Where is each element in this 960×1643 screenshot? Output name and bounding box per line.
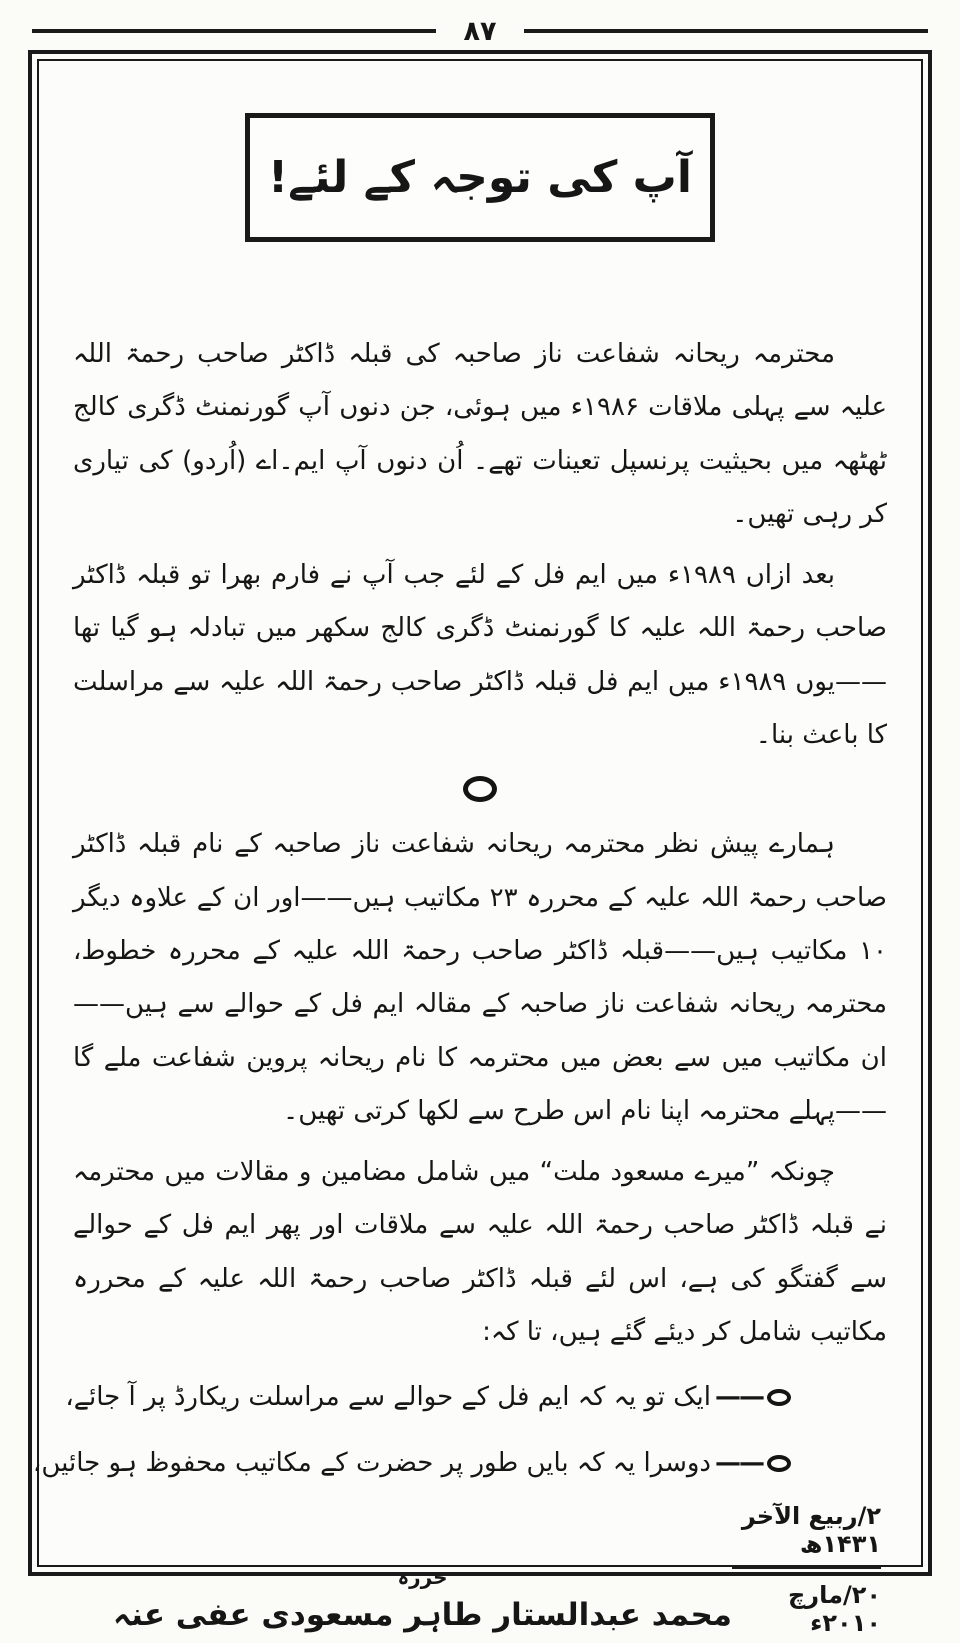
paragraph-3: ہمارے پیش نظر محترمہ ریحانہ شفاعت ناز صاحبہ کے نام قبلہ ڈاکٹر صاحب رحمۃ اللہ علیہ کے محررہ ۲۳ مکاتیب ہیں——اور ان کے علاوہ دیگر ۱۰ مکاتیب ہیں——قبلہ ڈاکٹر صاحب رحمۃ اللہ علیہ کے محررہ خطوط، محترمہ ریحانہ شفاعت ناز صاحبہ کے مقالہ ایم فل کے حوالے سے ہیں——ان مکاتیب میں سے بعض میں محترمہ کا نام ریحانہ پروین شفاعت ملے گا——پہلے محترمہ اپنا نام اس طرح سے لکھا کرتی تھیں۔ [73,829,887,1126]
hijri-date: ۲/ربیع الآخر ۱۴۳۱ھ [741,1501,881,1558]
page-footer [73,1502,887,1643]
harrarahu-label: حررہ [397,1564,448,1589]
bullet-item [32,1437,887,1490]
bullet-dash: —— [715,1447,763,1478]
inner-frame [32,59,923,1637]
page-number: ۸۷ [463,15,497,47]
bullet-circle-icon [767,1389,791,1406]
bullet-dash: —— [715,1382,763,1413]
section-divider-icon [463,776,497,802]
bullet-text: دوسرا یہ کہ بایں طور پر حضرت کے مکاتیب محفوظ ہو جائیں، [32,1447,711,1478]
bullet-text: ایک تو یہ کہ ایم فل کے حوالے سے مراسلت ریکارڈ پر آ جائے، [65,1382,711,1413]
outer-frame [28,50,932,1637]
paragraph-2: بعد ازاں ۱۹۸۹ء میں ایم فل کے لئے جب آپ نے فارم بھرا تو قبلہ ڈاکٹر صاحب رحمۃ اللہ علیہ کا گورنمنٹ ڈگری کالج سکھر میں تبادلہ ہو گیا تھا——یوں ۱۹۸۹ء میں ایم فل قبلہ ڈاکٹر صاحب رحمۃ اللہ علیہ سے مراسلت کا باعث بنا۔ [73,560,887,751]
date-block [732,1502,881,1637]
title-text: آپ کی توجہ کے لئے! [268,152,692,203]
paragraph-4: چونکہ ”میرے مسعود ملت“ میں شامل مضامین و مقالات میں محترمہ نے قبلہ ڈاکٹر صاحب رحمۃ اللہ علیہ سے ملاقات اور پھر ایم فل کے حوالے سے گفتگو کی ہے، اس لئے قبلہ ڈاکٹر صاحب رحمۃ اللہ علیہ کے محررہ مکاتیب شامل کر دیئے گئے ہیں، تا کہ: [73,1157,887,1348]
paragraph-1: محترمہ ریحانہ شفاعت ناز صاحبہ کی قبلہ ڈاکٹر صاحب رحمۃ اللہ علیہ سے پہلی ملاقات ۱۹۸۶ء میں ہوئی، جن دنوں آپ گورنمنٹ ڈگری کالج ٹھٹھہ میں بحیثیت پرنسپل تعینات تھے۔ اُن دنوں آپ ایم۔اے (اُردو) کی تیاری کر رہی تھیں۔ [73,339,887,529]
title-box [245,113,715,242]
gregorian-date: ۲۰/مارچ ۲۰۱۰ء [787,1580,881,1637]
body-text [32,328,887,1502]
header-rule-right [524,29,928,33]
bullet-circle-icon [767,1455,791,1472]
bullet-item [65,1371,887,1424]
page-header [0,14,960,48]
header-rule-left [32,29,436,33]
bullet-list [32,1371,887,1490]
signature-name: محمد عبدالستار طاہر مسعودی عفی عنہ [113,1596,733,1633]
section-divider [73,776,887,802]
signature-block [113,1565,732,1637]
